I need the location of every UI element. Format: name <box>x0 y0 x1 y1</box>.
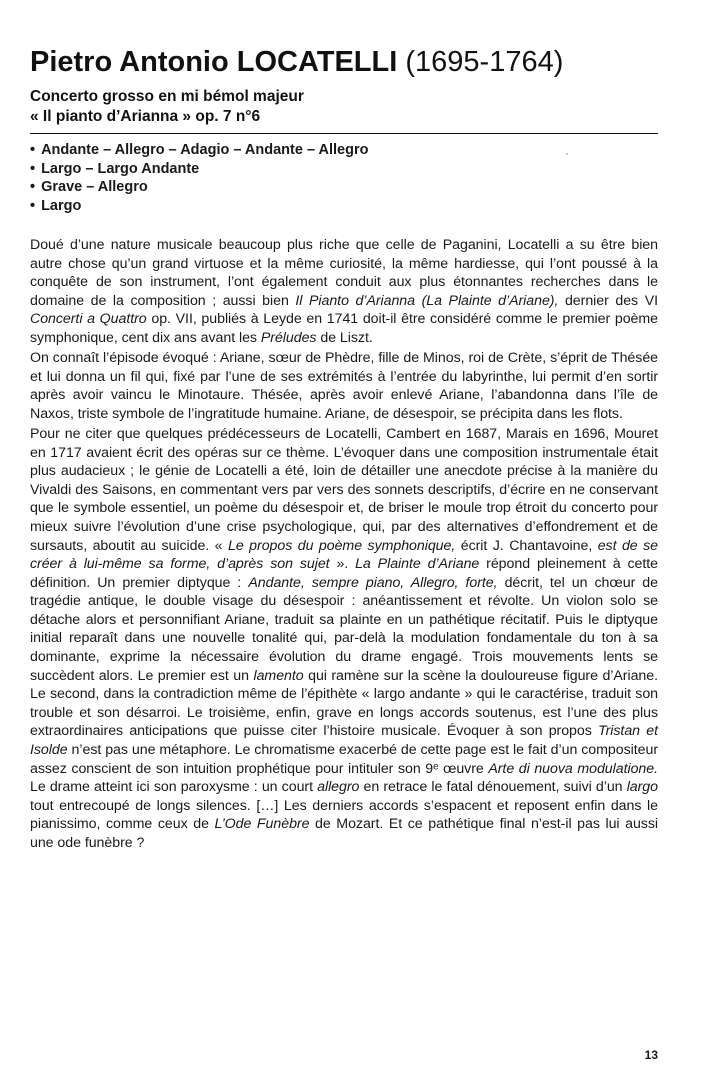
text-run: écrit J. Chantavoine, <box>455 537 598 554</box>
text-run: qui ramène sur la scène la douloureuse figure d’Ariane. Le second, dans la contradiction même de l’épithète « largo andante » qui le caractérise, traduit son trouble et son désarroi. Le troisième, enfin, grave en longs accords soutenus, est l’une des plus extraordinaires anticipations que puisse citer l’histoire musicale. Évoquer à son propos <box>30 667 658 740</box>
text-run: de Mozart. Et ce pathétique final n’est-il pas lui aussi une ode funèbre ? <box>30 816 658 851</box>
movement-item: • Andante – Allegro – Adagio – Andante – Allegro <box>30 141 368 160</box>
italic-text: Concerti a Quattro <box>30 311 147 328</box>
italic-text: largo <box>626 779 658 796</box>
page-number: 13 <box>644 1048 658 1062</box>
work-title-line-1: Concerto grosso en mi bémol majeur <box>30 88 304 105</box>
movement-item: • Grave – Allegro <box>30 178 368 197</box>
text-run: tout entrecoupé de longs silences. […] Les derniers accords s’espacent et reposent enfin dans le pianissimo, comme ceux de <box>30 797 658 833</box>
article-body <box>30 236 658 854</box>
italic-text: est de se créer à lui-même sa forme, d’après son sujet <box>30 537 659 573</box>
work-title <box>30 87 304 127</box>
body-paragraph <box>30 349 658 423</box>
italic-text: Tristan et Isolde <box>30 723 658 759</box>
text-run: Pour ne citer que quelques prédécesseurs de Locatelli, Cambert en 1687, Marais en 1696, Mouret en 1717 avaient écrit des opéras sur ce thème. L’évoquer dans une composition instrumentale était plus audacieux ; le génie de Locatelli a été, loin de détailler une anecdote précise à la manière du Vivaldi des Saisons, en commentant vers par vers des sonnets descriptifs, d’écrire en ne conservant que le symbole essentiel, un poème du désespoir et, de briser le moule trop étroit du concerto pour mieux suivre l’évolution d’une crise psychologique, qui, par des alternatives d’effondrement et de sursauts, aboutit au suicide. « <box>30 425 658 554</box>
text-run: décrit, tel un chœur de tragédie antique, le double visage du désespoir : anéantissement et révolte. Un violon solo se détache alors et personnifiant Ariane, traduit sa plainte en un pathétique récitatif. Puis le diptyque initial reparaît dans une nouvelle tonalité qui, par-delà la modulation fondamentale du ton à sa dominante, exprime la nécessaire évolution du drame engagé. Trois mouvements lents se succèdent alors. Le premier est un <box>30 574 658 684</box>
title-divider <box>30 133 658 134</box>
italic-text: Il Pianto d’Arianna (La Plainte d’Ariane), <box>295 292 559 309</box>
movement-item: • Largo <box>30 197 368 216</box>
text-run: dernier des VI <box>558 292 658 309</box>
text-run: ». <box>329 556 356 573</box>
text-run: de Liszt. <box>316 329 373 346</box>
text-run: en retrace le fatal dénouement, suivi d’un <box>359 779 627 796</box>
body-paragraph <box>30 425 658 853</box>
text-run: Doué d’une nature musicale beaucoup plus riche que celle de Paganini, Locatelli a su être bien autre chose qu’un grand virtuose et la même curiosité, la même hardiesse, qui l’ont poussé à la conquête de son instrument, l’ont également conduit aux plus étonnantes recherches dans le domaine de la composition ; aussi bien <box>30 237 658 309</box>
page-title <box>30 44 563 80</box>
italic-text: Arte di nuova modulatione. <box>488 760 658 777</box>
text-run: n’est pas une métaphore. Le chromatisme exacerbé de cette page est le fait d’un compositeur assez conscient de son intuition prophétique pour intituler son 9ᵉ œuvre <box>30 742 658 777</box>
italic-text: lamento <box>253 667 304 684</box>
composer-name: Pietro Antonio LOCATELLI <box>30 46 398 78</box>
italic-text: Le propos du poème symphonique, <box>228 537 456 554</box>
italic-text: Préludes <box>260 329 317 346</box>
text-run: Le drame atteint ici son paroxysme : un court <box>30 779 318 796</box>
text-run: On connaît l’épisode évoqué : Ariane, sœur de Phèdre, fille de Minos, roi de Crète, s’éprit de Thésée et lui donna un fil qui, fixé par l’une de ses extrémités à l’entrée du labyrinthe, lui permit d’en sortir après avoir vaincu le Minotaure. Thésée, après avoir enlevé Ariane, l’abandonna dans l’île de Naxos, triste symbole de l’ingratitude humaine. Ariane, de désespoir, se précipita dans les flots. <box>30 350 658 422</box>
italic-text: L’Ode Funèbre <box>214 816 310 833</box>
composer-dates: (1695-1764) <box>405 46 564 78</box>
text-run: répond pleinement à cette définition. Un premier diptyque : <box>30 556 658 591</box>
italic-text: Andante, sempre piano, Allegro, forte, <box>248 574 498 591</box>
stray-mark: ʼ <box>566 152 568 162</box>
italic-text: La Plainte d’Ariane <box>355 556 480 573</box>
text-run: op. VII, publiés à Leyde en 1741 doit-il être considéré comme le premier poème symphonique, cent dix ans avant les <box>30 311 659 346</box>
movement-list <box>30 141 368 215</box>
movement-item: • Largo – Largo Andante <box>30 160 368 179</box>
work-title-line-2: « Il pianto d’Arianna » op. 7 n°6 <box>30 108 261 125</box>
italic-text: allegro <box>317 779 360 796</box>
body-paragraph <box>30 236 658 348</box>
